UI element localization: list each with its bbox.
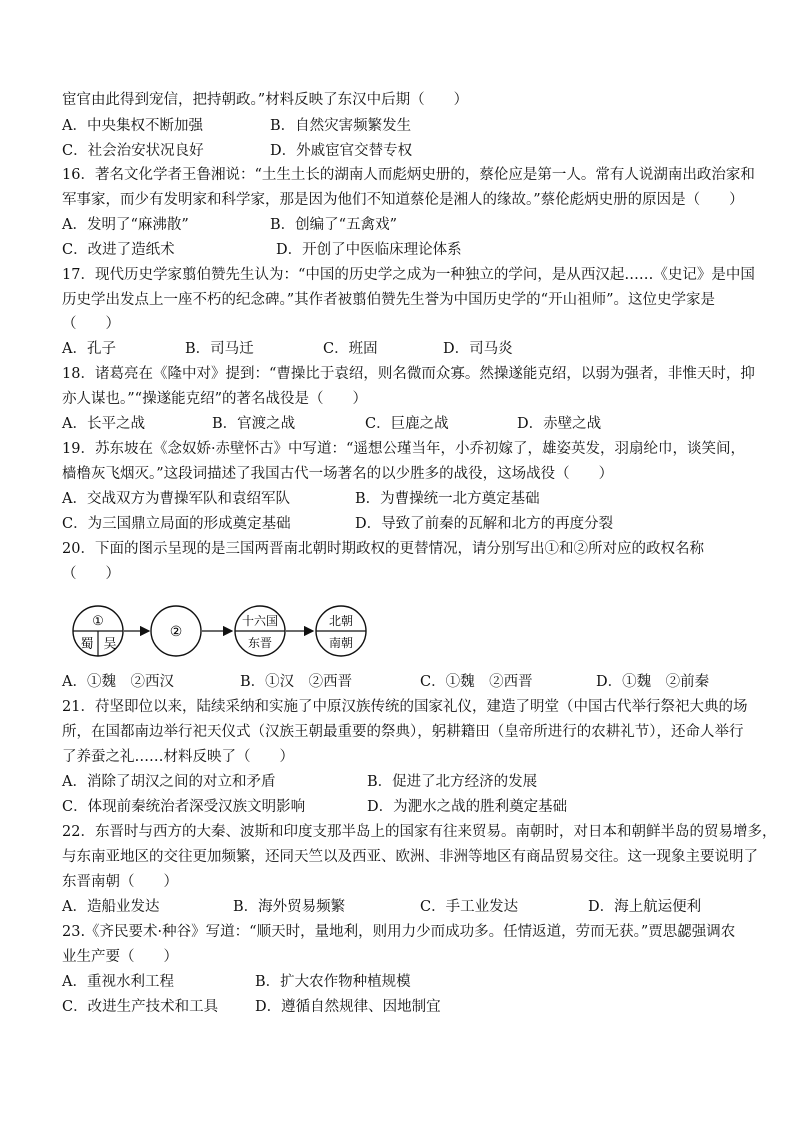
q16-option-c[interactable]: C．改进了造纸术 [62, 242, 175, 258]
q15-option-a[interactable]: A．中央集权不断加强 [62, 118, 203, 134]
q21-option-b[interactable]: B．促进了北方经济的发展 [367, 774, 538, 790]
q16-stem-line1: 16．著名文化学者王鲁湘说：“土生土长的湖南人而彪炳史册的，蔡伦应是第一人。常有人说湖南出政治家和 [62, 167, 755, 183]
q23-option-c[interactable]: C．改进生产技术和工具 [62, 999, 219, 1015]
q20-stem-line2: （ ） [62, 566, 120, 582]
q23-option-b[interactable]: B．扩大农作物种植规模 [255, 974, 411, 990]
q18-stem-line2: 亦人谋也。”“操遂能克绍”的著名战役是（ ） [62, 391, 367, 407]
q15-option-b[interactable]: B．自然灾害频繁发生 [270, 118, 412, 134]
node4-label-bottom: 南朝 [328, 636, 354, 650]
q16-option-b[interactable]: B．创编了“五禽戏” [270, 217, 397, 233]
diagram-node-4 [316, 606, 366, 656]
q19-option-b[interactable]: B．为曹操统一北方奠定基础 [355, 491, 540, 507]
q15-option-c[interactable]: C．社会治安状况良好 [62, 143, 204, 159]
q20-option-b[interactable]: B．①汉 ②西晋 [240, 674, 353, 690]
q21-option-d[interactable]: D．为淝水之战的胜利奠定基础 [367, 799, 568, 815]
q23-option-d[interactable]: D．遵循自然规律、因地制宜 [255, 999, 441, 1015]
q23-stem-line2: 业生产要（ ） [62, 949, 178, 965]
q20-option-a[interactable]: A．①魏 ②西汉 [62, 674, 174, 690]
q17-stem-line1: 17．现代历史学家翦伯赞先生认为：“中国的历史学之成为一种独立的学问，是从西汉起……《史记》是中国 [62, 267, 755, 283]
node4-label-top: 北朝 [328, 614, 354, 628]
q21-stem-line3: 了养蚕之礼……材料反映了（ ） [62, 749, 294, 765]
q19-option-c[interactable]: C．为三国鼎立局面的形成奠定基础 [62, 516, 291, 532]
q23-option-a[interactable]: A．重视水利工程 [62, 974, 174, 990]
q22-option-b[interactable]: B．海外贸易频繁 [233, 899, 346, 915]
q21-stem-line2: 所，在国都南边举行祀天仪式（汉族王朝最重要的祭典），躬耕籍田（皇帝所进行的农耕礼节），还命人举行 [62, 724, 744, 740]
q17-stem-line2: 历史学出发点上一座不朽的纪念碑。”其作者被翦伯赞先生誉为中国历史学的“开山祖师”。这位史学家是 [62, 292, 715, 308]
q19-option-d[interactable]: D．导致了前秦的瓦解和北方的再度分裂 [355, 516, 614, 532]
q15-stem: 宦官由此得到宠信，把持朝政。”材料反映了东汉中后期（ ） [62, 92, 469, 108]
regime-succession-diagram [60, 598, 400, 668]
q17-option-b[interactable]: B．司马迁 [185, 341, 254, 357]
q17-stem-line3: （ ） [62, 316, 120, 332]
node1-label-left: 蜀 [80, 637, 94, 652]
q21-stem-line1: 21．苻坚即位以来，陆续采纳和实施了中原汉族传统的国家礼仪，建造了明堂（中国古代举行祭祀大典的场 [62, 699, 748, 715]
q16-option-a[interactable]: A．发明了“麻沸散” [62, 217, 189, 233]
q16-option-d[interactable]: D．开创了中医临床理论体系 [276, 242, 462, 258]
q18-option-b[interactable]: B．官渡之战 [212, 416, 296, 432]
q22-option-d[interactable]: D．海上航运便利 [588, 899, 702, 915]
q17-option-d[interactable]: D．司马炎 [443, 341, 513, 357]
q15-option-d[interactable]: D．外戚宦官交替专权 [270, 143, 413, 159]
q19-option-a[interactable]: A．交战双方为曹操军队和袁绍军队 [62, 491, 290, 507]
q21-option-c[interactable]: C．体现前秦统治者深受汉族文明影响 [62, 799, 306, 815]
q16-stem-line2: 军事家，而少有发明家和科学家，那是因为他们不知道蔡伦是湘人的缘故。”蔡伦彪炳史册的原因是（ ） [62, 192, 744, 208]
q20-option-c[interactable]: C．①魏 ②西晋 [420, 674, 533, 690]
q17-option-c[interactable]: C．班固 [323, 341, 378, 357]
q19-stem-line1: 19．苏东坡在《念奴娇·赤壁怀古》中写道：“遥想公瑾当年，小乔初嫁了，雄姿英发，羽扇纶巾，谈笑间， [62, 441, 745, 457]
q20-option-d[interactable]: D．①魏 ②前秦 [596, 674, 710, 690]
q22-stem-line2: 与东南亚地区的交往更加频繁，还同天竺以及西亚、欧洲、非洲等地区有商品贸易交往。这一现象主要说明了 [62, 849, 758, 865]
q21-option-a[interactable]: A．消除了胡汉之间的对立和矛盾 [62, 774, 276, 790]
q19-stem-line2: 樯橹灰飞烟灭。”这段词描述了我国古代一场著名的以少胜多的战役，这场战役（ ） [62, 466, 614, 482]
q22-stem-line3: 东晋南朝（ ） [62, 874, 178, 890]
q20-stem-line1: 20．下面的图示呈现的是三国两晋南北朝时期政权的更替情况，请分别写出①和②所对应的政权名称 [62, 541, 704, 557]
node1-label-top: ① [92, 614, 104, 629]
q22-option-a[interactable]: A．造船业发达 [62, 899, 160, 915]
q17-option-a[interactable]: A．孔子 [62, 341, 116, 357]
node2-label: ② [169, 624, 183, 640]
q22-option-c[interactable]: C．手工业发达 [420, 899, 519, 915]
diagram-node-3 [235, 606, 285, 656]
node1-label-right: 吴 [103, 637, 117, 652]
node3-label-bottom: 东晋 [247, 636, 273, 650]
q22-stem-line1: 22．东晋时与西方的大秦、波斯和印度支那半岛上的国家有往来贸易。南朝时，对日本和朝鲜半岛的贸易增多， [62, 824, 777, 840]
q23-stem-line1: 23.《齐民要术·种谷》写道：“顺天时，量地利，则用力少而成功多。任情返道，劳而无获。”贾思勰强调农 [62, 924, 736, 940]
node3-label-top: 十六国 [241, 614, 279, 628]
q18-option-d[interactable]: D．赤壁之战 [517, 416, 602, 432]
q18-option-a[interactable]: A．长平之战 [62, 416, 145, 432]
q18-option-c[interactable]: C．巨鹿之战 [365, 416, 449, 432]
q18-stem-line1: 18．诸葛亮在《隆中对》提到：“曹操比于袁绍，则名微而众寡。然操遂能克绍，以弱为强者，非惟天时，抑 [62, 366, 755, 382]
diagram-node-2 [151, 606, 201, 656]
diagram-node-1 [73, 606, 123, 656]
